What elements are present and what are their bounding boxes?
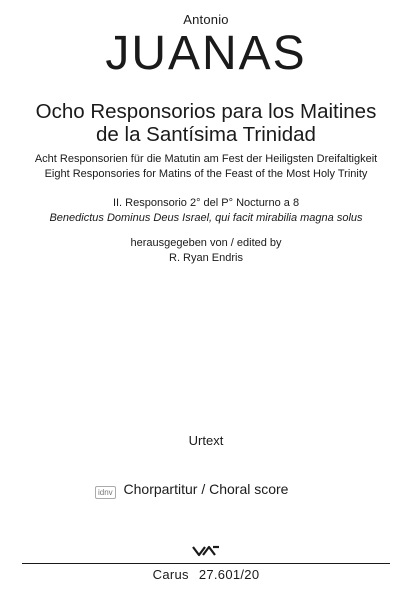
work-number: II. Responsorio 2° del P° Nocturno a 8 <box>112 197 300 209</box>
subtitle-german: Acht Responsorien für die Matutin am Fest der Heiligsten Dreifaltigkeit <box>34 153 378 165</box>
edition-type: Urtext <box>188 433 224 448</box>
work-title-line-2: de la Santísima Trinidad <box>96 123 316 146</box>
publisher-name: Carus <box>152 567 189 582</box>
work-title-line-1: Ocho Responsorios para los Maitines <box>35 100 377 123</box>
work-info <box>0 196 412 226</box>
idnv-badge: idnv <box>95 486 116 499</box>
composer-first-name: Antonio <box>183 12 229 27</box>
editor-name: R. Ryan Endris <box>169 252 243 264</box>
subtitles <box>0 152 412 182</box>
publisher-line <box>0 567 412 582</box>
subtitle-english: Eight Responsories for Matins of the Feast of the Most Holy Trinity <box>44 168 368 180</box>
work-incipit: Benedictus Dominus Deus Israel, qui facit mirabilia magna solus <box>49 212 363 224</box>
editor-info <box>0 236 412 266</box>
footer-rule <box>22 563 390 564</box>
carus-logo-icon <box>190 544 222 558</box>
catalog-number: 27.601/20 <box>198 567 260 582</box>
editor-label: herausgegeben von / edited by <box>130 237 282 249</box>
work-title <box>0 100 412 146</box>
score-type: Chorpartitur / Choral score <box>123 481 289 497</box>
composer-last-name: JUANAS <box>105 27 307 80</box>
